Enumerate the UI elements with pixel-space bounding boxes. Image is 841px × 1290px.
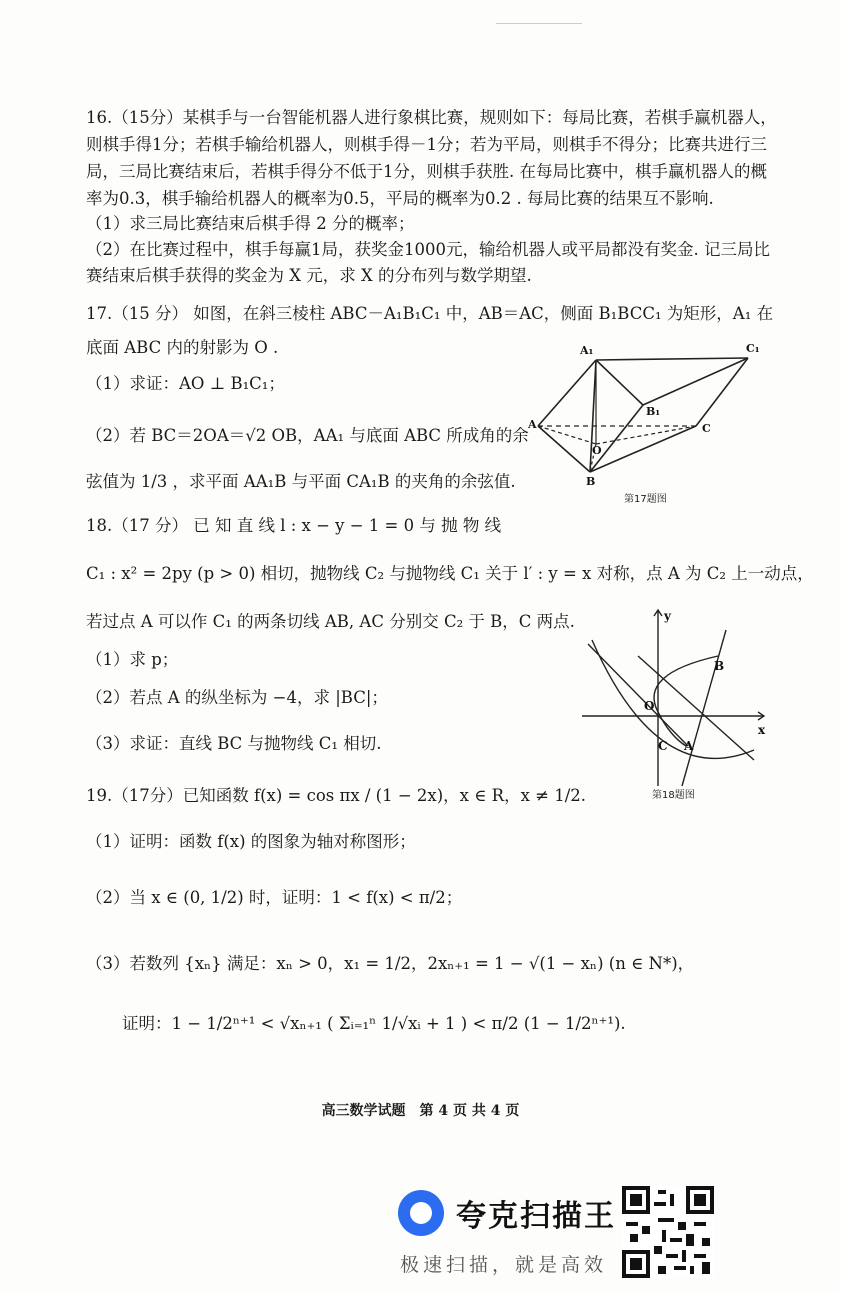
label-o: O [592,444,602,457]
p19-question1: （1）证明：函数 f(x) 的图象为轴对称图形； [86,832,416,851]
parabola-c2 [654,656,718,746]
edge-a1c1 [596,358,748,360]
parabola-c1 [592,640,754,758]
edge-a1a [538,360,596,426]
p18-question2: （2）若点 A 的纵坐标为 −4，求 |BC|； [86,688,388,707]
figure-17 [528,340,768,490]
edge-c1c [696,358,748,426]
figure-18-caption: 第18题图 [652,790,695,801]
tangent-ab [682,630,726,786]
edge-ao-dashed [538,426,596,444]
p17-question2b: 弦值为 1/3 ，求平面 AA₁B 与平面 CA₁B 的夹角的余弦值. [86,472,516,491]
label-b: B [714,659,725,673]
label-a1: A₁ [580,344,594,357]
label-c1: C₁ [746,342,760,355]
label-c: C [658,739,668,753]
top-scan-mark [496,14,582,24]
label-x: x [758,723,766,737]
edge-oc-dashed [596,426,696,444]
p19-question3: （3）若数列 {xₙ} 满足：xₙ > 0，x₁ = 1/2，2xₙ₊₁ = 1 − √(1 − xₙ) (n ∈ N*)， [86,954,695,973]
p18-line3: 若过点 A 可以作 C₁ 的两条切线 AB, AC 分别交 C₂ 于 B，C 两点. [86,612,575,631]
edge-a1b1 [596,360,643,405]
p16-line3: 局，三局比赛结束后，若棋手得分不低于1分，则棋手获胜. 在每局比赛中，棋手赢机器人的概 [86,162,767,181]
edge-b1b [590,405,643,472]
brand-name: 夸克扫描王 [456,1199,616,1234]
label-o: O [644,699,655,713]
p16-line4: 率为0.3，棋手输给机器人的概率为0.5，平局的概率为0.2 . 每局比赛的结果互不影响. [86,189,714,208]
p18-line1: 18.（17 分） 已 知 直 线 l : x − y − 1 = 0 与 抛 物 线 [86,516,502,535]
p16-question1: （1）求三局比赛结束后棋手得 2 分的概率； [86,214,415,233]
p16-line1: 16.（15分）某棋手与一台智能机器人进行象棋比赛，规则如下：每局比赛，若棋手赢机器人， [86,108,777,127]
page-footer: 高三数学试题 第 4 页 共 4 页 [321,1103,520,1119]
p17-question2a: （2）若 BC＝2OA＝√2 OB，AA₁ 与底面 ABC 所成角的余 [86,426,529,445]
p17-line1: 17.（15 分） 如图，在斜三棱柱 ABC－A₁B₁C₁ 中，AB＝AC，侧面 B₁BCC₁ 为矩形，A₁ 在 [86,304,774,323]
p17-question1: （1）求证：AO ⊥ B₁C₁； [86,374,285,393]
p16-question2a: （2）在比赛过程中，棋手每赢1局，获奖金1000元，输给机器人或平局都没有奖金. 记三局比 [86,240,770,259]
p17-line2: 底面 ABC 内的射影为 O . [86,338,279,357]
p18-question1: （1）求 p； [86,650,179,669]
p16-question2b: 赛结束后棋手获得的奖金为 X 元，求 X 的分布列与数学期望. [86,266,532,285]
label-a: A [684,739,694,753]
quark-logo-icon [398,1190,444,1236]
label-c: C [702,422,711,435]
brand-slogan: 极速扫描，就是高效 [400,1254,608,1276]
edge-ab [538,426,590,472]
scanner-brand [398,1190,616,1236]
label-b1: B₁ [646,405,661,418]
p16-line2: 则棋手得1分；若棋手输给机器人，则棋手得－1分；若为平局，则棋手不得分；比赛共进行三 [86,135,767,154]
qr-code-icon [622,1186,714,1278]
p18-line2: C₁ : x² = 2py (p > 0) 相切，抛物线 C₂ 与抛物线 C₁ 关于 l′ : y = x 对称，点 A 为 C₂ 上一动点， [86,564,814,583]
p19-line1: 19.（17分）已知函数 f(x) = cos πx / (1 − 2x)，x ∈ R，x ≠ 1/2. [86,786,587,805]
edge-bc [590,426,696,472]
p19-question2: （2）当 x ∈ (0, 1/2) 时，证明：1 < f(x) < π/2； [86,888,463,907]
figure-18 [578,600,778,790]
p18-question3: （3）求证：直线 BC 与抛物线 C₁ 相切. [86,734,382,753]
p19-question3-proof: 证明：1 − 1/2ⁿ⁺¹ < √xₙ₊₁ ( Σᵢ₌₁ⁿ 1/√xᵢ + 1 ) < π/2 (1 − 1/2ⁿ⁺¹). [122,1014,626,1033]
label-y: y [664,609,671,623]
edge-b1c1 [643,358,748,405]
label-b: B [586,475,596,488]
figure-17-caption: 第17题图 [624,494,667,505]
tangent-ac [588,644,688,746]
label-a: A [528,418,537,431]
